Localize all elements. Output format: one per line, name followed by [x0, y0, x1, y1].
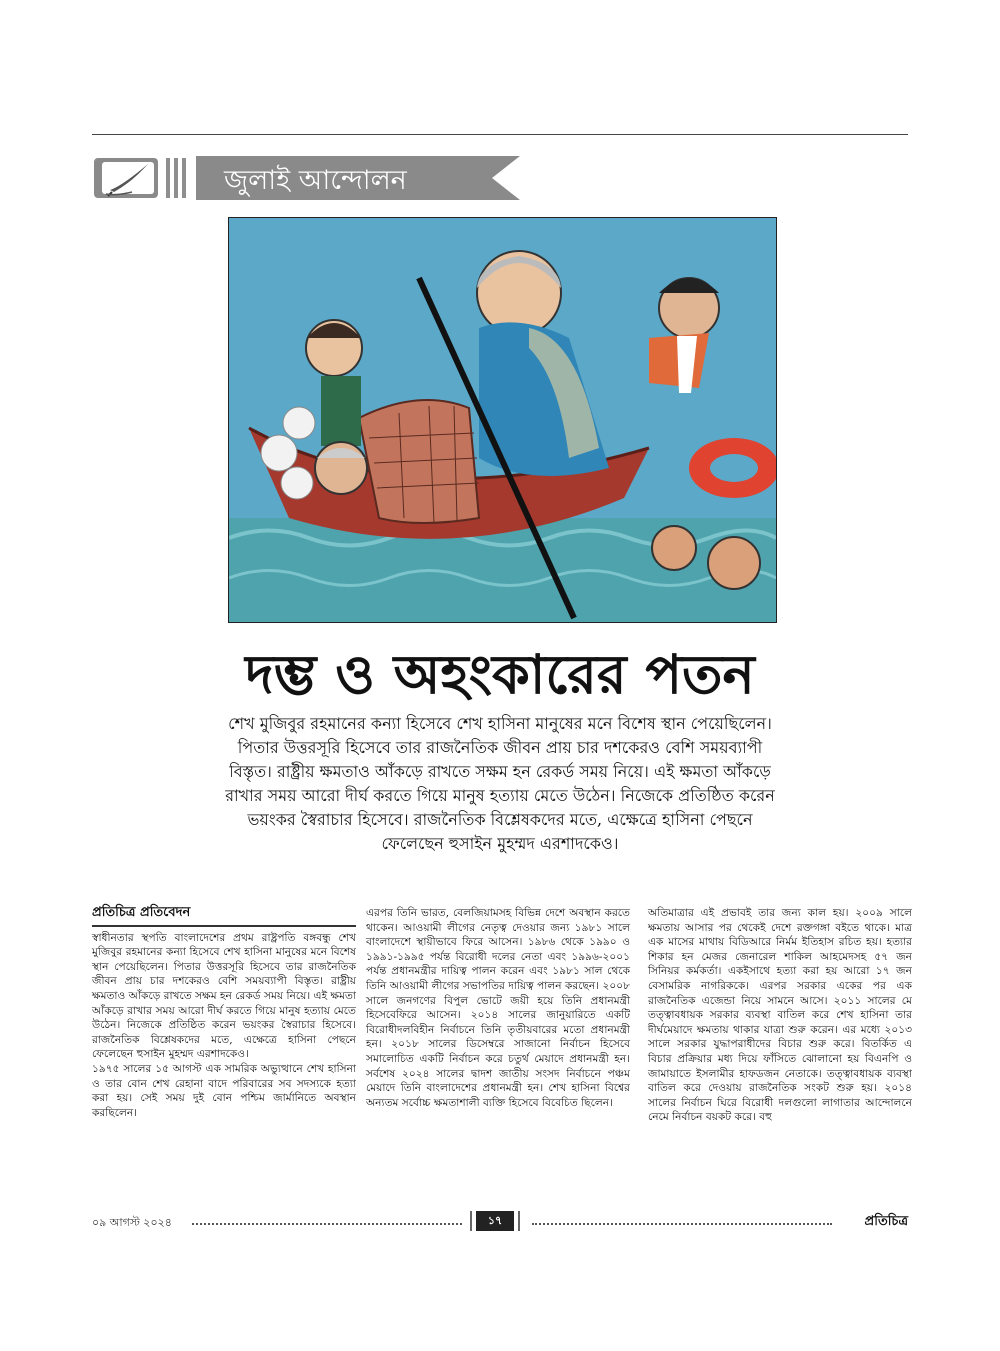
headline: দম্ভ ও অহংকারের পতন: [245, 642, 755, 706]
page-number-bar-left: [470, 1211, 472, 1231]
pen-quill-icon: [92, 156, 162, 200]
section-banner: [196, 156, 520, 200]
article-column-2: [366, 906, 630, 1110]
top-rule: [92, 134, 908, 135]
political-cartoon: [228, 217, 777, 623]
byline: প্রতিচিত্র প্রতিবেদন: [92, 906, 356, 927]
footer-dotted-rule-right: [532, 1223, 832, 1225]
intro-text: শেখ মুজিবুর রহমানের কন্যা হিসেবে শেখ হাসিনা মানুষের মনে বিশেষ স্থান পেয়েছিলেন। পিতার উত্তরসূরি হিসেবে তার রাজনৈতিক জীবন প্রায় চার দশকেরও বেশি সময়ব্যাপী বিস্তৃত। রাষ্ট্রীয় ক্ষমতাও আঁকড়ে রাখতে সক্ষম হন রেকর্ড সময় নিয়ে। এই ক্ষমতা আঁকড়ে রাখার সময় আরো দীর্ঘ করতে গিয়ে মানুষ হত্যায় মেতে উঠেন। নিজেকে প্রতিষ্ঠিত করেন ভয়ংকর স্বৈরাচার হিসেবে। রাজনৈতিক বিশ্লেষকদের মতে, এক্ষেত্রে হাসিনা পেছনে ফেলেছেন হুসাইন মুহম্মদ এরশাদকেও।: [225, 714, 775, 853]
section-title: জুলাই আন্দোলন: [224, 165, 407, 196]
page-footer: [92, 1210, 908, 1234]
column1-paragraph-1: স্বাধীনতার স্থপতি বাংলাদেশের প্রথম রাষ্ট্রপতি বঙ্গবন্ধু শেখ মুজিবুর রহমানের কন্যা হিসেবে শেখ হাসিনা মানুষের মনে বিশেষ স্থান পেয়েছিলেন। পিতার উত্তরসূরি হিসেবে তার রাজনৈতিক জীবন প্রায় চার দশকেরও বেশি সময়ব্যাপী বিস্তৃত। রাষ্ট্রীয় ক্ষমতাও আঁকড়ে রাখতে সক্ষম হন রেকর্ড সময় নিয়ে। এই ক্ষমতা আঁকড়ে রাখার সময় আরো দীর্ঘ করতে গিয়ে মানুষ হত্যায় মেতে উঠেন। নিজেকে প্রতিষ্ঠিত করেন ভয়ংকর স্বৈরাচার হিসেবে। রাজনৈতিক বিশ্লেষকদের মতে, এক্ষেত্রে হাসিনা পেছনে ফেলেছেন হুসাইন মুহম্মদ এরশাদকেও।: [92, 931, 356, 1061]
section-header: [92, 156, 522, 200]
page-number-bar-right: [518, 1211, 520, 1231]
page-number: ১৭: [476, 1211, 514, 1231]
column2-paragraph: এরপর তিনি ভারত, বেলজিয়ামসহ বিভিন্ন দেশে অবস্থান করতে থাকেন। আওয়ামী লীগের নেতৃত্ব দেওয়ার জন্য ১৯৮১ সালে বাংলাদেশে স্থায়ীভাবে ফিরে আসেন। ১৯৮৬ থেকে ১৯৯০ ও ১৯৯১-১৯৯৫ পর্যন্ত বিরোধী দলের নেতা এবং ১৯৯৬-২০০১ পর্যন্ত প্রধানমন্ত্রীর দায়িত্ব পালন করেন এবং ১৯৮১ সাল থেকে তিনি আওয়ামী লীগের সভাপতির দায়িত্ব পালন করছেন। ২০০৮ সালে জনগণের বিপুল ভোটে জয়ী হয়ে তিনি প্রধানমন্ত্রী হিসেবেফিরে আসেন। ২০১৪ সালের জানুয়ারিতে একটি বিরোধীদলবিহীন নির্বাচনে তিনি তৃতীয়বারের মতো প্রধানমন্ত্রী হন। ২০১৮ সালের ডিসেম্বরে সাজানো নির্বাচন হিসেবে সমালোচিত একটি নির্বাচন করে চতুর্থ মেয়াদে প্রধানমন্ত্রী হন। সর্বশেষ ২০২৪ সালের দ্বাদশ জাতীয় সংসদ নির্বাচনে পঞ্চম মেয়াদে তিনি বাংলাদেশের প্রধানমন্ত্রী হন। শেখ হাসিনা বিশ্বের অন্যতম সর্বোচ্চ ক্ষমতাশালী ব্যক্তি হিসেবে বিবেচিত ছিলেন।: [366, 907, 630, 1109]
column3-paragraph: অতিমাত্রার এই প্রভাবই তার জন্য কাল হয়। ২০০৯ সালে ক্ষমতায় আসার পর থেকেই দেশে রক্তগঙ্গা বইতে থাকে। মাত্র এক মাসের মাথায় বিডিআরে নির্মম ইতিহাস রচিত হয়। হত্যার শিকার হন মেজর জেনারেল শাকিল আহমেদসহ ৫৭ জন সিনিয়র কর্মকর্তা। একইসাথে হত্যা করা হয় আরো ১৭ জন বেসামরিক নাগরিককে। এরপর সরকার একের পর এক রাজনৈতিক এজেন্ডা নিয়ে সামনে আসে। ২০১১ সালের মে তত্ত্বাবধায়ক সরকার ব্যবস্থা বাতিল করে শেখ হাসিনা তার দীর্ঘমেয়াদে ক্ষমতায় থাকার যাত্রা শুরু করেন। এর মধ্যে ২০১৩ সালে সরকার যুদ্ধাপরাধীদের বিচার শুরু করে। বিতর্কিত এ বিচার প্রক্রিয়ার মধ্য দিয়ে ফাঁসিতে ঝোলানো হয় বিএনপি ও জামায়াতে ইসলামীর হাফডজন নেতাকে। তত্ত্বাবধায়ক ব্যবস্থা বাতিল করে দেওয়ায় রাজনৈতিক সংকট শুরু হয়। ২০১৪ সালের নির্বাচন ঘিরে বিরোধী দলগুলো লাগাতার আন্দোলনে নেমে নির্বাচন বয়কট করে। বহু: [648, 907, 912, 1124]
column1-paragraph-2: ১৯৭৫ সালের ১৫ আগস্ট এক সামরিক অভ্যুত্থানে শেখ হাসিনা ও তার বোন শেখ রেহানা বাদে পরিবারের সব সদস্যকে হত্যা করা হয়। সেই সময় দুই বোন পশ্চিম জার্মানিতে অবস্থান করছিলেন।: [92, 1062, 356, 1119]
footer-dotted-rule-left: [192, 1223, 462, 1225]
publication-brand: প্রতিচিত্র: [864, 1214, 908, 1229]
article-column-3: [648, 906, 912, 1125]
article-column-1: [92, 906, 356, 1120]
issue-date: ০৯ আগস্ট ২০২৪: [92, 1216, 172, 1229]
